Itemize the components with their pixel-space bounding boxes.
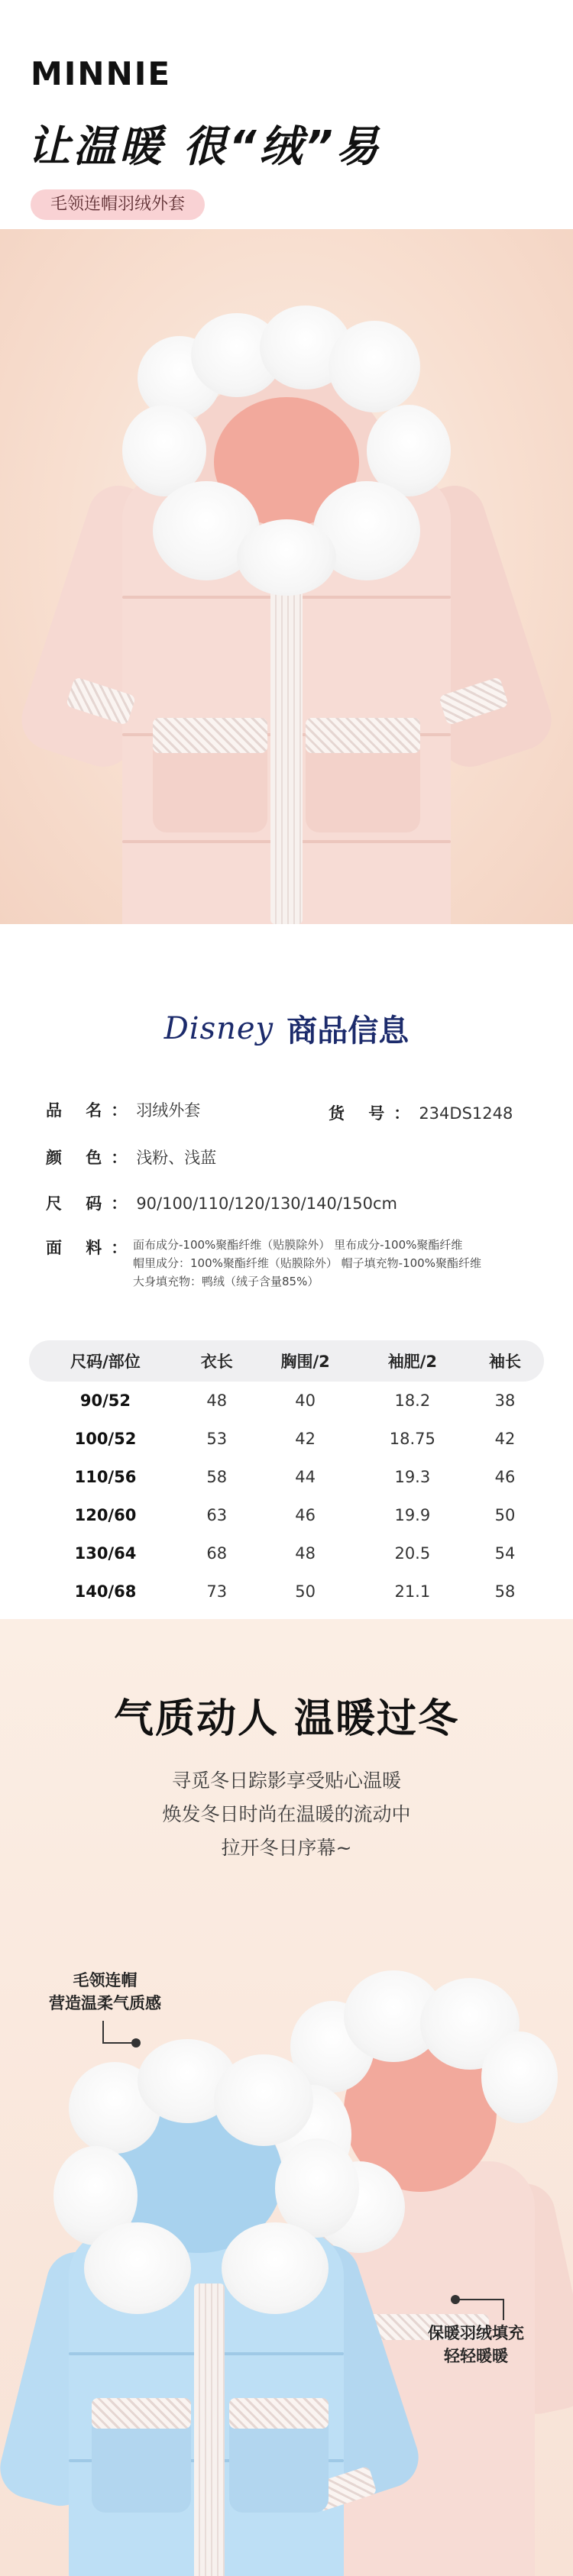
table-cell: 68 <box>206 1544 228 1563</box>
callout-filling-line1: 保暖羽绒填充 <box>428 2324 524 2342</box>
table-cell: 20.5 <box>394 1544 431 1563</box>
table-cell: 46 <box>494 1468 516 1486</box>
spec-item-no-label: 货 号： <box>329 1104 419 1123</box>
fabric-line: 面布成分-100%聚酯纤维（贴膜除外） 里布成分-100%聚酯纤维 <box>133 1238 463 1252</box>
table-cell: 73 <box>206 1582 228 1601</box>
pink-coat-image <box>38 229 535 924</box>
lifestyle-section <box>0 1619 573 2576</box>
table-cell: 42 <box>494 1430 516 1448</box>
table-row <box>29 1382 544 1420</box>
spec-fabric-lines <box>133 1236 481 1291</box>
table-cell: 140/68 <box>74 1582 137 1601</box>
blue-coat-image <box>23 2031 390 2576</box>
table-cell: 18.2 <box>394 1391 431 1410</box>
product-tag: 毛领连帽羽绒外套 <box>31 189 205 220</box>
spec-name-label: 品 名： <box>46 1101 137 1120</box>
product-info-title <box>0 1007 573 1050</box>
disney-logo: Disney <box>163 1010 274 1046</box>
header-cell: 胸围/2 <box>252 1340 359 1382</box>
spec-color <box>46 1146 216 1168</box>
table-cell: 120/60 <box>74 1506 137 1524</box>
callout-hood-pointer <box>102 2021 104 2042</box>
callout-hood-dot <box>131 2038 141 2048</box>
table-cell: 58 <box>206 1468 228 1486</box>
table-cell: 42 <box>295 1430 316 1448</box>
table-cell: 44 <box>295 1468 316 1486</box>
hero-product-photo <box>0 229 573 924</box>
spec-name <box>46 1098 200 1121</box>
spec-color-value: 浅粉、浅蓝 <box>136 1149 217 1167</box>
table-row <box>29 1534 544 1572</box>
callout-hood <box>49 1969 161 2015</box>
table-cell: 53 <box>206 1430 228 1448</box>
header-cell: 衣长 <box>182 1340 252 1382</box>
spec-item-no-value: 234DS1248 <box>419 1104 513 1123</box>
table-row <box>29 1572 544 1611</box>
header-cell: 袖长 <box>466 1340 544 1382</box>
spec-item-no <box>329 1101 513 1124</box>
table-cell: 19.9 <box>394 1506 431 1524</box>
table-cell: 50 <box>295 1582 316 1601</box>
table-cell: 100/52 <box>74 1430 137 1448</box>
copy-line: 焕发冬日时尚在温暖的流动中 <box>162 1803 411 1825</box>
callout-filling-dot <box>451 2295 460 2304</box>
table-cell: 54 <box>494 1544 516 1563</box>
header-cell: 袖肥/2 <box>359 1340 466 1382</box>
lifestyle-headline: 气质动人 温暖过冬 <box>113 1696 460 1742</box>
callout-hood-line2: 营造温柔气质感 <box>49 1994 161 2012</box>
spec-name-value: 羽绒外套 <box>136 1101 201 1120</box>
spec-color-label: 颜 色： <box>46 1149 137 1167</box>
fabric-line: 大身填充物：鸭绒（绒子含量85%） <box>133 1275 319 1288</box>
table-cell: 38 <box>494 1391 516 1410</box>
table-cell: 90/52 <box>79 1391 131 1410</box>
callout-filling-line2: 轻轻暖暖 <box>444 2347 508 2365</box>
table-cell: 58 <box>494 1582 516 1601</box>
brand-title: MINNIE <box>31 55 172 92</box>
table-cell: 21.1 <box>394 1582 431 1601</box>
table-cell: 48 <box>206 1391 228 1410</box>
callout-hood-line1: 毛领连帽 <box>73 1971 138 1989</box>
hero-header <box>0 0 573 229</box>
callout-filling <box>428 2322 524 2368</box>
header-cell: 尺码/部位 <box>29 1340 182 1382</box>
product-info-section <box>0 924 573 1619</box>
spec-fabric-label: 面 料： <box>46 1239 137 1257</box>
callout-filling-pointer <box>503 2299 504 2320</box>
table-cell: 50 <box>494 1506 516 1524</box>
table-cell: 110/56 <box>74 1468 137 1486</box>
size-table-header <box>29 1340 544 1382</box>
table-row <box>29 1458 544 1496</box>
spec-size-label: 尺 码： <box>46 1194 137 1213</box>
table-cell: 18.75 <box>389 1430 435 1448</box>
spec-size-value: 90/100/110/120/130/140/150cm <box>136 1194 397 1213</box>
copy-line: 寻觅冬日踪影享受贴心温暖 <box>171 1770 401 1792</box>
table-cell: 19.3 <box>394 1468 431 1486</box>
product-info-heading: 商品信息 <box>286 1013 410 1049</box>
size-table <box>29 1340 544 1649</box>
fabric-line: 帽里成分：100%聚酯纤维（贴膜除外） 帽子填充物-100%聚酯纤维 <box>133 1256 481 1270</box>
table-cell: 130/64 <box>74 1544 137 1563</box>
table-cell: 63 <box>206 1506 228 1524</box>
table-row <box>29 1496 544 1534</box>
hero-section <box>0 0 573 924</box>
copy-line: 拉开冬日序幕~ <box>221 1837 352 1859</box>
hero-headline: 让温暖 很“绒”易 <box>28 122 382 172</box>
callout-filling-pointer <box>458 2299 504 2300</box>
table-cell: 40 <box>295 1391 316 1410</box>
spec-size <box>46 1191 397 1214</box>
table-cell: 46 <box>295 1506 316 1524</box>
table-row <box>29 1420 544 1458</box>
lifestyle-copy <box>0 1764 573 1865</box>
table-cell: 48 <box>295 1544 316 1563</box>
callout-hood-pointer <box>102 2042 133 2044</box>
